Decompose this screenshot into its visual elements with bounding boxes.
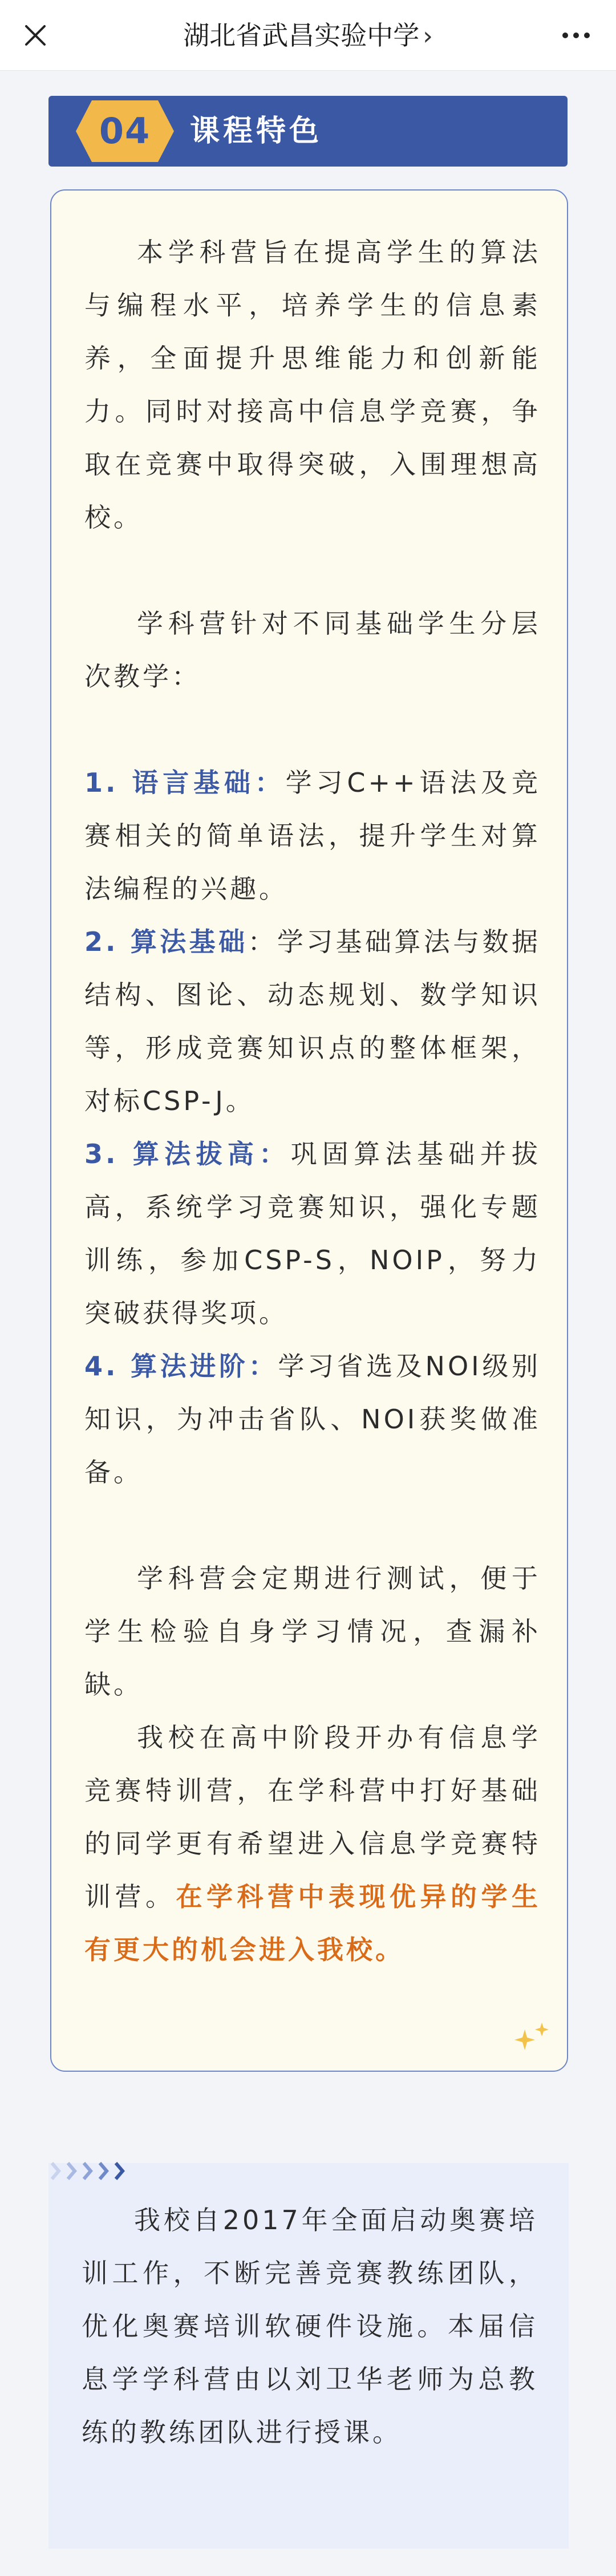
camp-paragraph <box>84 1711 541 1976</box>
intro-paragraph: 本学科营旨在提高学生的算法与编程水平，培养学生的信息素养，全面提升思维能力和创新能力。同时对接高中信息学竞赛，争取在竞赛中取得突破，入围理想高校。 <box>84 237 541 533</box>
level-label: 1. 语言基础： <box>84 767 286 798</box>
info-body <box>82 2194 538 2459</box>
section-number-badge <box>75 99 175 163</box>
more-dot-icon <box>562 33 568 38</box>
levels-intro-paragraph: 学科营针对不同基础学生分层次教学： <box>84 608 541 692</box>
info-paragraph: 我校自2017年全面启动奥赛培训工作，不断完善竞赛教练团队，优化奥赛培训软硬件设施。本届信息学学科营由以刘卫华老师为总教练的教练团队进行授课。 <box>82 2205 538 2448</box>
course-features-card <box>50 189 568 2072</box>
section-header <box>48 96 568 167</box>
more-dot-icon <box>584 33 590 38</box>
coaching-info-panel <box>48 2163 569 2549</box>
card-body <box>84 226 541 1976</box>
level-text: 巩固算法基础并拔高，系统学习竞赛知识，强化专题训练，参加CSP-S，NOIP，努力突破获得奖项。 <box>84 1139 541 1328</box>
level-text: 学习省选及NOI级别知识，为冲击省队、NOI获奖做准备。 <box>84 1351 541 1488</box>
page-title: 湖北省武昌实验中学 <box>183 20 420 51</box>
section-number: 04 <box>99 110 151 152</box>
level-item <box>84 1340 541 1499</box>
testing-paragraph: 学科营会定期进行测试，便于学生检验自身学习情况，查漏补缺。 <box>84 1563 541 1700</box>
level-text: 学习C++语法及竞赛相关的简单语法，提升学生对算法编程的兴趣。 <box>84 767 541 904</box>
level-label: 3. 算法拔高： <box>84 1139 291 1169</box>
camp-text: 我校在高中阶段开办有信息学竞赛特训营，在学科营中打好基础的同学更有希望进入信息学竞赛特训营。 <box>84 1722 541 1912</box>
chevron-right-icon: › <box>423 22 433 51</box>
level-label: 2. 算法基础 <box>84 926 248 957</box>
chevrons-right-icon <box>48 2160 126 2187</box>
level-item <box>84 1128 541 1340</box>
more-menu-button[interactable] <box>556 16 597 55</box>
level-label: 4. 算法进阶： <box>84 1351 278 1382</box>
level-text: ：学习基础算法与数据结构、图论、动态规划、数学知识等，形成竞赛知识点的整体框架，对标CSP-J。 <box>84 926 541 1116</box>
more-dot-icon <box>573 33 579 38</box>
account-title-link[interactable] <box>0 17 616 54</box>
section-title: 课程特色 <box>190 114 323 148</box>
top-nav-bar <box>0 0 616 71</box>
level-item <box>84 916 541 1128</box>
level-item <box>84 756 541 916</box>
sparkle-icon <box>509 2019 554 2053</box>
camp-highlight: 在学科营中表现优异的学生有更大的机会进入我校。 <box>84 1881 541 1965</box>
